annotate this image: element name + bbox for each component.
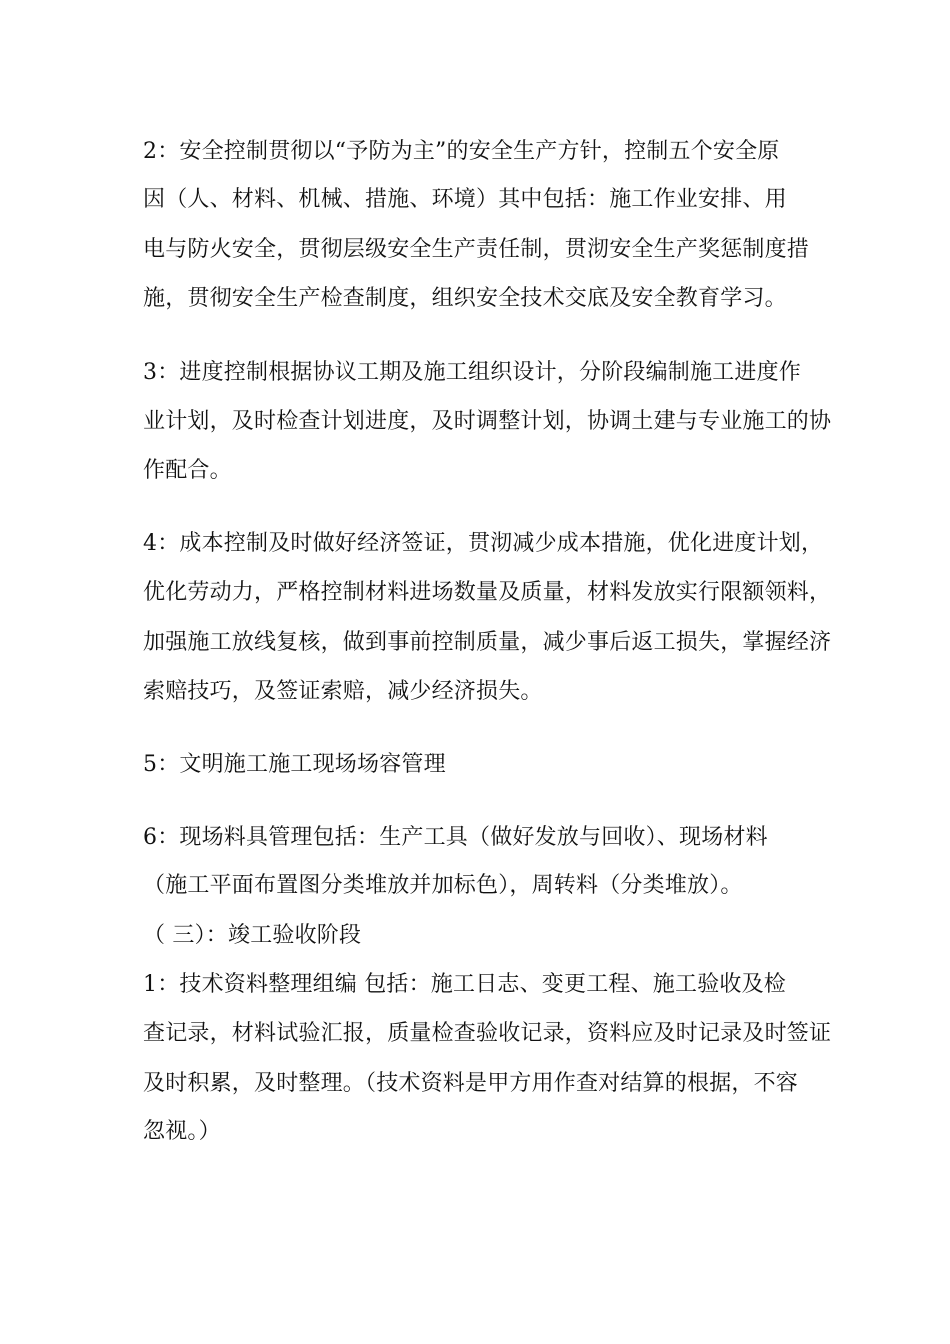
paragraph-6-line-2: （施工平面布置图分类堆放并加标色），周转料（分类堆放）。 (143, 873, 743, 898)
paragraph-2-line-4: 施，贯彻安全生产检查制度，组织安全技术交底及安全教育学习。 (143, 286, 787, 311)
paragraph-4-line-1: 4：成本控制及时做好经济签证，贯沏减少成本措施，优化进度计划， (143, 531, 824, 556)
paragraph-4-line-2: 优化劳动力，严格控制材料进场数量及质量，材料发放实行限额领料， (143, 580, 832, 605)
paragraph-1-line-3: 及时积累，及时整理。（技术资料是甲方用作查对结算的根据，不容 (143, 1071, 799, 1096)
paragraph-1-line-2: 查记录，材料试验汇报，质量检查验收记录，资料应及时记录及时签证 (143, 1021, 832, 1046)
paragraph-2-line-1: 2：安全控制贯彻以“予防为主”的安全生产方针，控制五个安全原 (143, 139, 780, 164)
paragraph-3-line-3: 作配合。 (143, 458, 232, 483)
paragraph-1-line-4: 忽视。） (143, 1119, 221, 1144)
paragraph-2-line-3: 电与防火安全，贯彻层级安全生产责任制，贯沏安全生产奖惩制度措 (143, 237, 810, 262)
paragraph-3-line-1: 3：进度控制根据协议工期及施工组织设计，分阶段编制施工进度作 (143, 360, 801, 385)
section-heading-completion-acceptance: （ 三）：竣工验收阶段 (143, 923, 362, 948)
paragraph-1-line-1: 1：技术资料整理组编 包括：施工日志、变更工程、施工验收及检 (143, 972, 786, 997)
paragraph-4-line-4: 索赔技巧，及签证索赔，减少经济损失。 (143, 679, 543, 704)
paragraph-6-line-1: 6：现场料具管理包括：生产工具（做好发放与回收）、现场材料 (143, 825, 768, 850)
paragraph-5-line-1: 5：文明施工施工现场场容管理 (143, 752, 446, 777)
paragraph-3-line-2: 业计划，及时检查计划进度，及时调整计划，协调土建与专业施工的协 (143, 409, 832, 434)
paragraph-4-line-3: 加强施工放线复核，做到事前控制质量，减少事后返工损失，掌握经济 (143, 630, 832, 655)
paragraph-2-line-2: 因（人、材料、机械、措施、环境）其中包括：施工作业安排、用 (143, 187, 787, 212)
